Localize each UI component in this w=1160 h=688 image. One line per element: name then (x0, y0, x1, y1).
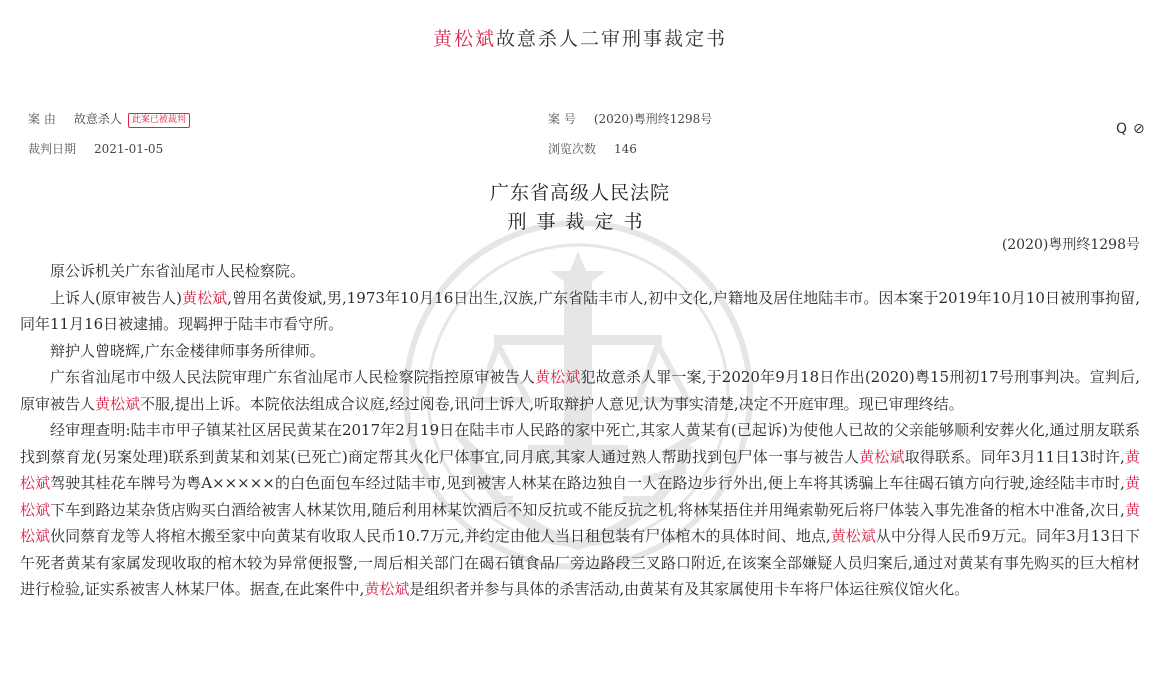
meta-date (28, 140, 163, 157)
paragraph (20, 338, 1140, 365)
court-name: 广东省高级人民法院 (489, 182, 670, 204)
paragraph (20, 258, 1140, 285)
highlighted-name: 黄松斌 (364, 580, 410, 598)
meta-cause-value[interactable]: 故意杀人 (73, 112, 122, 126)
highlighted-name: 黄松斌 (20, 447, 1140, 492)
paragraph-text: 从中分得人民币9万元。同年3月13日下午死者黄某有家属发现收取的棺木较为异常便报警,一周后相关部门在碣石镇食品厂旁边路段三叉路口附近,在该案全部嫌疑人员归案后,通过对黄某有事先购买的巨大棺材进行检验,证实系被害人林某尸体。据查,在此案件中, (20, 527, 1140, 598)
document-type: 刑事裁定书 (507, 211, 653, 233)
paragraph-text: 取得联系。同年3月11日13时许, (904, 447, 1125, 466)
paragraph-text: ,曾用名黄俊斌,男,1973年10月16日出生,汉族,广东省陆丰市人,初中文化,户籍地及居住地陆丰市。因本案于2019年10月10日被刑事拘留,同年11月16日被逮捕。现羁押于陆丰市看守所。 (20, 288, 1140, 333)
title-text: 故意杀人二审刑事裁定书 (496, 28, 728, 50)
paragraph-text: 广东省汕尾市中级人民法院审理广东省汕尾市人民检察院指控原审被告人 (50, 368, 535, 386)
meta-caseno-label: 案 号 (548, 112, 576, 126)
paragraph-text: 经审理查明:陆丰市甲子镇某社区居民黄某在2017年2月19日在陆丰市人民路的家中死亡,其家人黄某有(已起诉)为使他人已故的父亲能够顺利安葬火化,通过朋友联系找到蔡育龙(另案处理)联系到黄某和刘某(已死亡)商定帮其火化尸体事宜,同月底,其家人通过熟人帮助找到包尸体一事与被告人 (20, 421, 1140, 466)
meta-views (548, 140, 637, 157)
meta-views-value: 146 (614, 142, 637, 156)
meta-caseno-value: (2020)粤刑终1298号 (593, 112, 713, 126)
highlighted-name: 黄松斌 (20, 474, 1140, 519)
paragraph-text: 驾驶其桂花车牌号为粤A×××××的白色面包车经过陆丰市,见到被害人林某在路边独自一人在路边步行外出,便上车将其诱骗上车往碣石镇方向行驶,途经陆丰市时, (50, 474, 1125, 492)
meta-date-value: 2021-01-05 (94, 142, 164, 156)
document-number: (2020)粤刑终1298号 (1001, 237, 1140, 253)
share-icon[interactable]: ⊘ (1133, 121, 1145, 137)
meta-caseno (548, 110, 712, 127)
meta-cause (28, 110, 190, 128)
highlighted-name: 黄松斌 (182, 288, 228, 307)
highlighted-name: 黄松斌 (830, 527, 876, 545)
paragraph-text: 原公诉机关广东省汕尾市人民检察院。 (50, 262, 306, 280)
paragraph-text: 是组织者并参与具体的杀害活动,由黄某有及其家属使用卡车将尸体运往殡仪馆火化。 (409, 580, 970, 598)
judgment-body (20, 258, 1140, 603)
highlighted-name: 黄松斌 (534, 368, 581, 386)
meta-views-label: 浏览次数 (548, 142, 597, 156)
meta-date-label: 裁判日期 (28, 142, 77, 156)
paragraph-text: 犯故意杀人罪一案,于2020年9月18日作出(2020)粤15刑初17号刑事判决。宣判后,原审被告人 (20, 368, 1140, 413)
search-icon[interactable]: Q (1116, 121, 1128, 137)
highlighted-name: 黄松斌 (20, 500, 1140, 545)
paragraph (20, 417, 1140, 603)
meta-cause-tag[interactable]: 此案已被裁判 (128, 113, 190, 128)
title-highlight-name: 黄松斌 (432, 28, 496, 50)
highlighted-name: 黄松斌 (95, 394, 141, 413)
paragraph-text: 辩护人曾晓辉,广东金楼律师事务所律师。 (50, 341, 325, 360)
paragraph-text: 伙同蔡育龙等人将棺木搬至家中向黄某有收取人民币10.7万元,并约定由他人当日租包装有尸体棺木的具体时间、地点, (50, 527, 831, 545)
page-title (0, 24, 1160, 51)
paragraph-text: 上诉人(原审被告人) (50, 288, 183, 307)
paragraph (20, 285, 1140, 338)
paragraph (20, 364, 1140, 417)
meta-cause-label: 案 由 (28, 112, 56, 126)
highlighted-name: 黄松斌 (859, 447, 905, 466)
paragraph-text: 下车到路边某杂货店购买白酒给被害人林某饮用,随后利用林某饮酒后不知反抗或不能反抗之机,将林某捂住并用绳索勒死后将尸体装入事先准备的棺木中准备,次日, (50, 500, 1125, 519)
paragraph-text: 不服,提出上诉。本院依法组成合议庭,经过阅卷,讯问上诉人,听取辩护人意见,认为事实清楚,决定不开庭审理。现已审理终结。 (140, 394, 964, 413)
